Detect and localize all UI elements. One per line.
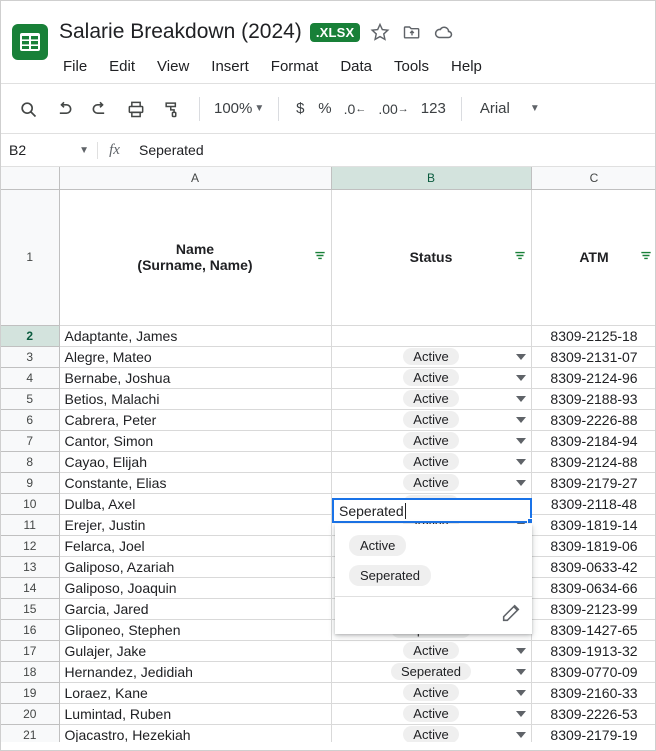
cell-status[interactable] [331,472,531,493]
cell-name[interactable]: Cantor, Simon [59,430,331,451]
title-bar [1,1,655,83]
row-header[interactable]: 16 [1,619,59,640]
status-badge: Active [403,369,458,386]
page-title[interactable]: Salarie Breakdown (2024) [59,20,302,43]
menu-item-insert[interactable]: Insert [211,57,249,75]
toolbar-divider-2 [278,97,279,121]
increase-decimal-button[interactable]: .00 → [378,100,409,117]
cell-name[interactable]: Alegre, Mateo [59,346,331,367]
row-header[interactable]: 7 [1,430,59,451]
name-box-value: B2 [9,142,27,158]
row-header[interactable]: 2 [1,325,59,346]
formula-input[interactable]: Seperated [139,142,204,158]
menu-item-edit[interactable]: Edit [109,57,136,75]
header-cell-status[interactable] [331,189,531,325]
toolbar-divider [199,97,200,121]
menu-bar [59,51,645,81]
toolbar-divider-3 [461,97,462,121]
dropdown-arrow-icon[interactable] [516,354,526,360]
status-badge: Active [403,642,458,659]
table-row[interactable] [1,388,655,409]
dropdown-option-label: Active [349,535,406,556]
grid-body [1,189,655,742]
cell-name[interactable]: Dulba, Axel [59,493,331,514]
column-header-row [1,167,655,189]
row-header[interactable]: 10 [1,493,59,514]
toolbar [1,83,655,133]
google-sheets-logo-icon [11,23,49,61]
dropdown-arrow-icon[interactable] [516,375,526,381]
cell-name[interactable]: Loraez, Kane [59,682,331,703]
print-icon[interactable] [119,92,153,126]
grid-table [1,167,655,742]
dropdown-arrow-icon[interactable] [516,417,526,423]
zoom-control[interactable] [210,100,268,117]
fx-label: fx [97,142,131,159]
title-row [59,15,645,49]
cell-name[interactable]: Ojacastro, Hezekiah [59,724,331,742]
dropdown-arrow-icon[interactable] [516,669,526,675]
row-header[interactable]: 4 [1,367,59,388]
row-header[interactable]: 3 [1,346,59,367]
table-row[interactable] [1,724,655,742]
chevron-down-icon-namebox: ▼ [79,144,89,156]
table-row-header [1,189,655,325]
row-header[interactable]: 6 [1,409,59,430]
table-row[interactable] [1,619,655,640]
cell-status[interactable] [331,640,531,661]
dropdown-arrow-icon[interactable] [516,711,526,717]
table-row[interactable] [1,430,655,451]
cell-atm[interactable]: 8309-2179-27 [531,472,655,493]
dropdown-arrow-icon[interactable] [516,648,526,654]
column-header-a[interactable]: A [59,167,331,189]
table-row[interactable] [1,556,655,577]
move-to-folder-icon[interactable] [400,20,424,44]
table-row[interactable] [1,598,655,619]
dropdown-option-active[interactable] [335,530,532,560]
file-type-badge: .XLSX [310,23,361,42]
dropdown-option-seperated[interactable] [335,560,532,590]
spreadsheet-grid[interactable] [1,167,655,742]
chevron-down-icon: ▼ [254,103,265,114]
percent-format-button[interactable]: % [318,100,332,117]
row-header[interactable]: 13 [1,556,59,577]
cell-atm[interactable]: 8309-2179-19 [531,724,655,742]
formula-bar [1,133,655,167]
cell-atm[interactable]: 8309-1427-65 [531,619,655,640]
cell-atm[interactable]: 8309-2124-88 [531,451,655,472]
row-header[interactable]: 21 [1,724,59,742]
dropdown-arrow-icon[interactable] [516,732,526,738]
header-status-label: Status [409,249,453,265]
table-row[interactable] [1,703,655,724]
name-box[interactable] [1,142,97,158]
status-badge: Seperated [391,663,471,680]
menu-item-tools[interactable]: Tools [394,57,430,75]
cell-atm[interactable]: 8309-2226-53 [531,703,655,724]
table-row[interactable] [1,577,655,598]
row-header[interactable]: 11 [1,514,59,535]
dropdown-arrow-icon[interactable] [516,480,526,486]
increase-decimal-label: .00 [378,100,398,117]
table-row[interactable] [1,493,655,514]
cell-atm[interactable]: 8309-1913-32 [531,640,655,661]
search-icon[interactable] [11,92,45,126]
cell-status[interactable] [331,703,531,724]
row-header[interactable]: 15 [1,598,59,619]
cell-status[interactable] [331,325,531,346]
decrease-decimal-button[interactable]: .0 ← [343,100,367,117]
table-row[interactable] [1,325,655,346]
row-header-1[interactable]: 1 [1,189,59,325]
decrease-decimal-label: .0 [343,100,356,117]
status-badge: Active [403,726,458,742]
cell-status[interactable] [331,682,531,703]
dropdown-option-label: Seperated [349,565,431,586]
header-name-label: Name (Surname, Name) [137,241,253,273]
dropdown-arrow-icon[interactable] [516,459,526,465]
star-icon[interactable] [368,20,392,44]
cell-status[interactable] [331,346,531,367]
filter-icon-b[interactable] [513,249,527,266]
status-badge: Active [403,684,458,701]
cell-name[interactable]: Galiposo, Azariah [59,556,331,577]
cell-name[interactable]: Gulajer, Jake [59,640,331,661]
dropdown-arrow-icon[interactable] [516,438,526,444]
cell-name[interactable]: Garcia, Jared [59,598,331,619]
row-header[interactable]: 12 [1,535,59,556]
row-header[interactable]: 5 [1,388,59,409]
status-badge: Active [403,348,458,365]
row-header[interactable]: 9 [1,472,59,493]
table-row[interactable] [1,409,655,430]
cell-status[interactable] [331,388,531,409]
menu-item-format[interactable]: Format [270,57,319,75]
cell-status[interactable] [331,430,531,451]
dropdown-footer [335,596,532,634]
cell-name[interactable]: Lumintad, Ruben [59,703,331,724]
undo-icon[interactable] [47,92,81,126]
cell-atm[interactable]: 8309-1819-14 [531,514,655,535]
title-and-menus [59,9,645,81]
row-header[interactable]: 14 [1,577,59,598]
column-header-c[interactable]: C [531,167,655,189]
currency-format-button[interactable]: $ [296,100,305,117]
pencil-icon[interactable] [500,602,522,629]
redo-icon[interactable] [83,92,117,126]
cell-atm[interactable]: 8309-0634-66 [531,577,655,598]
chevron-down-icon-font[interactable]: ▼ [529,103,540,114]
header-cell-name[interactable] [59,189,331,325]
dropdown-arrow-icon[interactable] [516,396,526,402]
row-header[interactable]: 18 [1,661,59,682]
cell-status[interactable] [331,451,531,472]
table-row[interactable] [1,514,655,535]
status-badge: Active [403,390,458,407]
cell-name[interactable]: Betios, Malachi [59,388,331,409]
table-row[interactable] [1,640,655,661]
menu-item-data[interactable]: Data [340,57,372,75]
table-row[interactable] [1,661,655,682]
status-badge: Active [403,432,458,449]
cell-name[interactable]: Galiposo, Joaquin [59,577,331,598]
cell-atm[interactable]: 8309-2123-99 [531,598,655,619]
column-header-b[interactable]: B [331,167,531,189]
cell-atm[interactable]: 8309-2125-18 [531,325,655,346]
active-cell-text: Seperated [339,502,404,519]
cell-name[interactable]: Felarca, Joel [59,535,331,556]
cell-name[interactable]: Gliponeo, Stephen [59,619,331,640]
select-all-corner[interactable] [1,167,59,189]
cell-atm[interactable]: 8309-0633-42 [531,556,655,577]
active-cell-editor[interactable] [332,498,532,523]
status-badge: Active [403,705,458,722]
dropdown-arrow-icon[interactable] [516,690,526,696]
cell-atm[interactable]: 8309-2160-33 [531,682,655,703]
status-badge: Active [403,474,458,491]
cell-status[interactable] [331,409,531,430]
cell-atm[interactable]: 8309-2226-88 [531,409,655,430]
filter-icon-c[interactable] [639,249,653,266]
cell-name[interactable]: Bernabe, Joshua [59,367,331,388]
row-header[interactable]: 20 [1,703,59,724]
status-badge: Active [403,453,458,470]
more-formats-button[interactable]: 123 [420,100,446,117]
cell-name[interactable]: Erejer, Justin [59,514,331,535]
table-row[interactable] [1,367,655,388]
cell-name[interactable]: Cayao, Elijah [59,451,331,472]
table-row[interactable] [1,346,655,367]
table-row[interactable] [1,451,655,472]
header-atm-label: ATM [579,249,609,265]
text-cursor [405,503,406,519]
cell-status[interactable] [331,724,531,742]
cell-status[interactable] [331,661,531,682]
row-header[interactable]: 17 [1,640,59,661]
status-badge: Active [403,411,458,428]
row-header[interactable]: 8 [1,451,59,472]
cell-atm[interactable]: 8309-2188-93 [531,388,655,409]
cell-name[interactable]: Hernandez, Jedidiah [59,661,331,682]
table-row[interactable] [1,682,655,703]
header-cell-atm[interactable] [531,189,655,325]
cell-atm[interactable]: 8309-0770-09 [531,661,655,682]
cell-name[interactable]: Cabrera, Peter [59,409,331,430]
table-row[interactable] [1,535,655,556]
cell-status[interactable] [331,367,531,388]
cloud-saved-icon[interactable] [432,20,456,44]
cell-atm[interactable]: 8309-2124-96 [531,367,655,388]
cell-name[interactable]: Constante, Elias [59,472,331,493]
cell-name[interactable]: Adaptante, James [59,325,331,346]
filter-icon-a[interactable] [313,249,327,266]
cell-atm[interactable]: 8309-1819-06 [531,535,655,556]
menu-item-file[interactable]: File [63,57,88,75]
table-row[interactable] [1,472,655,493]
menu-item-help[interactable]: Help [451,57,482,75]
cell-atm[interactable]: 8309-2118-48 [531,493,655,514]
cell-atm[interactable]: 8309-2131-07 [531,346,655,367]
cell-atm[interactable]: 8309-2184-94 [531,430,655,451]
status-dropdown-panel[interactable] [335,524,532,634]
paint-format-icon[interactable] [155,92,189,126]
row-header[interactable]: 19 [1,682,59,703]
font-family-selector[interactable]: Arial [479,100,510,117]
menu-item-view[interactable]: View [157,57,190,75]
zoom-value: 100% [214,100,253,117]
